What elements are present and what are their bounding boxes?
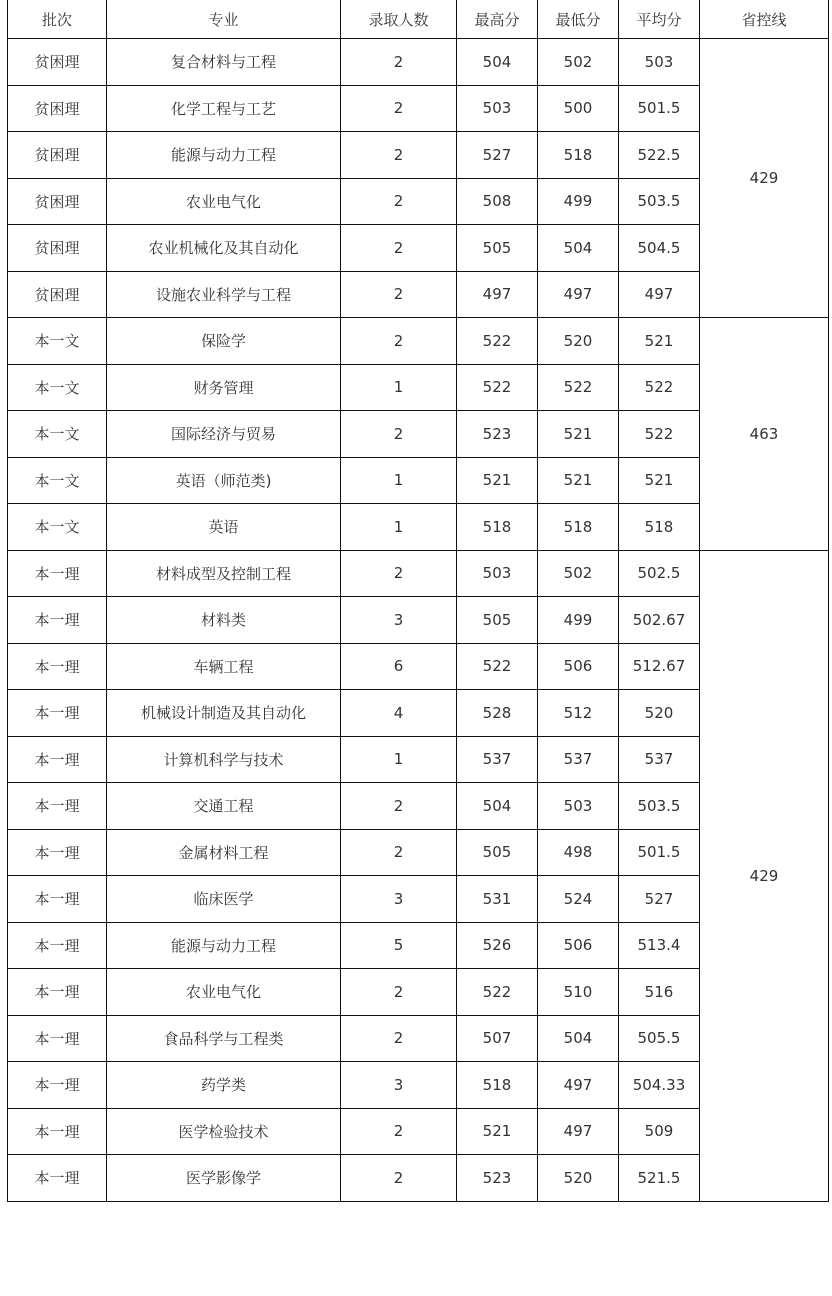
control-line-cell: 429 — [700, 39, 829, 318]
major-cell: 财务管理 — [107, 364, 341, 411]
admitted-count-cell: 1 — [341, 504, 457, 551]
batch-cell: 本一理 — [8, 876, 107, 923]
max-score-cell: 503 — [457, 550, 538, 597]
batch-cell: 贫困理 — [8, 271, 107, 318]
max-score-cell: 518 — [457, 504, 538, 551]
max-score-cell: 504 — [457, 39, 538, 86]
admitted-count-cell: 2 — [341, 550, 457, 597]
max-score-cell: 531 — [457, 876, 538, 923]
avg-score-cell: 537 — [619, 736, 700, 783]
control-line-cell: 463 — [700, 318, 829, 551]
admitted-count-cell: 1 — [341, 457, 457, 504]
min-score-cell: 522 — [538, 364, 619, 411]
min-score-cell: 537 — [538, 736, 619, 783]
max-score-cell: 504 — [457, 783, 538, 830]
avg-score-cell: 501.5 — [619, 829, 700, 876]
major-cell: 英语（师范类) — [107, 457, 341, 504]
table-header — [8, 0, 829, 39]
admitted-count-cell: 2 — [341, 271, 457, 318]
min-score-cell: 502 — [538, 550, 619, 597]
max-score-cell: 528 — [457, 690, 538, 737]
avg-score-cell: 503.5 — [619, 178, 700, 225]
admitted-count-cell: 2 — [341, 225, 457, 272]
max-score-cell: 522 — [457, 364, 538, 411]
avg-score-cell: 503 — [619, 39, 700, 86]
min-score-cell: 518 — [538, 132, 619, 179]
batch-cell: 贫困理 — [8, 132, 107, 179]
batch-cell: 本一文 — [8, 364, 107, 411]
table-row — [8, 318, 829, 365]
avg-score-cell: 509 — [619, 1108, 700, 1155]
admitted-count-cell: 3 — [341, 876, 457, 923]
major-cell: 临床医学 — [107, 876, 341, 923]
batch-cell: 本一理 — [8, 643, 107, 690]
batch-cell: 本一文 — [8, 411, 107, 458]
max-score-cell: 521 — [457, 1108, 538, 1155]
major-cell: 金属材料工程 — [107, 829, 341, 876]
avg-score-cell: 521 — [619, 318, 700, 365]
major-cell: 设施农业科学与工程 — [107, 271, 341, 318]
batch-cell: 贫困理 — [8, 225, 107, 272]
max-score-cell: 507 — [457, 1015, 538, 1062]
major-cell: 机械设计制造及其自动化 — [107, 690, 341, 737]
header-min-score: 最低分 — [538, 0, 619, 39]
major-cell: 国际经济与贸易 — [107, 411, 341, 458]
batch-cell: 贫困理 — [8, 178, 107, 225]
min-score-cell: 503 — [538, 783, 619, 830]
header-control-line: 省控线 — [700, 0, 829, 39]
max-score-cell: 523 — [457, 1155, 538, 1202]
max-score-cell: 523 — [457, 411, 538, 458]
avg-score-cell: 520 — [619, 690, 700, 737]
min-score-cell: 506 — [538, 922, 619, 969]
admission-score-table — [7, 0, 829, 1202]
batch-cell: 本一理 — [8, 550, 107, 597]
table-body — [8, 39, 829, 1202]
avg-score-cell: 522.5 — [619, 132, 700, 179]
avg-score-cell: 504.33 — [619, 1062, 700, 1109]
admitted-count-cell: 2 — [341, 39, 457, 86]
avg-score-cell: 521.5 — [619, 1155, 700, 1202]
avg-score-cell: 501.5 — [619, 85, 700, 132]
header-avg-score: 平均分 — [619, 0, 700, 39]
batch-cell: 本一文 — [8, 504, 107, 551]
batch-cell: 本一理 — [8, 829, 107, 876]
min-score-cell: 520 — [538, 1155, 619, 1202]
min-score-cell: 521 — [538, 457, 619, 504]
avg-score-cell: 502.67 — [619, 597, 700, 644]
avg-score-cell: 503.5 — [619, 783, 700, 830]
batch-cell: 本一理 — [8, 1155, 107, 1202]
major-cell: 复合材料与工程 — [107, 39, 341, 86]
major-cell: 化学工程与工艺 — [107, 85, 341, 132]
admitted-count-cell: 2 — [341, 318, 457, 365]
major-cell: 保险学 — [107, 318, 341, 365]
min-score-cell: 499 — [538, 178, 619, 225]
min-score-cell: 512 — [538, 690, 619, 737]
avg-score-cell: 521 — [619, 457, 700, 504]
batch-cell: 贫困理 — [8, 39, 107, 86]
batch-cell: 贫困理 — [8, 85, 107, 132]
admitted-count-cell: 5 — [341, 922, 457, 969]
batch-cell: 本一文 — [8, 457, 107, 504]
max-score-cell: 505 — [457, 225, 538, 272]
batch-cell: 本一理 — [8, 1015, 107, 1062]
admitted-count-cell: 2 — [341, 132, 457, 179]
min-score-cell: 502 — [538, 39, 619, 86]
min-score-cell: 521 — [538, 411, 619, 458]
admitted-count-cell: 3 — [341, 597, 457, 644]
min-score-cell: 520 — [538, 318, 619, 365]
admitted-count-cell: 2 — [341, 829, 457, 876]
batch-cell: 本一理 — [8, 969, 107, 1016]
major-cell: 能源与动力工程 — [107, 132, 341, 179]
admitted-count-cell: 1 — [341, 736, 457, 783]
major-cell: 食品科学与工程类 — [107, 1015, 341, 1062]
batch-cell: 本一理 — [8, 1062, 107, 1109]
admitted-count-cell: 2 — [341, 85, 457, 132]
max-score-cell: 522 — [457, 643, 538, 690]
max-score-cell: 497 — [457, 271, 538, 318]
avg-score-cell: 516 — [619, 969, 700, 1016]
max-score-cell: 522 — [457, 969, 538, 1016]
major-cell: 医学影像学 — [107, 1155, 341, 1202]
major-cell: 药学类 — [107, 1062, 341, 1109]
major-cell: 交通工程 — [107, 783, 341, 830]
major-cell: 计算机科学与技术 — [107, 736, 341, 783]
major-cell: 材料成型及控制工程 — [107, 550, 341, 597]
header-batch: 批次 — [8, 0, 107, 39]
major-cell: 材料类 — [107, 597, 341, 644]
avg-score-cell: 527 — [619, 876, 700, 923]
min-score-cell: 500 — [538, 85, 619, 132]
avg-score-cell: 504.5 — [619, 225, 700, 272]
header-max-score: 最高分 — [457, 0, 538, 39]
batch-cell: 本一理 — [8, 922, 107, 969]
max-score-cell: 508 — [457, 178, 538, 225]
admitted-count-cell: 2 — [341, 783, 457, 830]
major-cell: 能源与动力工程 — [107, 922, 341, 969]
min-score-cell: 497 — [538, 1062, 619, 1109]
admitted-count-cell: 2 — [341, 969, 457, 1016]
admitted-count-cell: 2 — [341, 1015, 457, 1062]
avg-score-cell: 505.5 — [619, 1015, 700, 1062]
max-score-cell: 526 — [457, 922, 538, 969]
major-cell: 农业机械化及其自动化 — [107, 225, 341, 272]
min-score-cell: 504 — [538, 1015, 619, 1062]
major-cell: 英语 — [107, 504, 341, 551]
max-score-cell: 527 — [457, 132, 538, 179]
major-cell: 医学检验技术 — [107, 1108, 341, 1155]
min-score-cell: 506 — [538, 643, 619, 690]
min-score-cell: 497 — [538, 271, 619, 318]
major-cell: 车辆工程 — [107, 643, 341, 690]
min-score-cell: 504 — [538, 225, 619, 272]
max-score-cell: 503 — [457, 85, 538, 132]
table-row — [8, 550, 829, 597]
avg-score-cell: 522 — [619, 411, 700, 458]
avg-score-cell: 522 — [619, 364, 700, 411]
batch-cell: 本一理 — [8, 690, 107, 737]
admitted-count-cell: 2 — [341, 1108, 457, 1155]
major-cell: 农业电气化 — [107, 969, 341, 1016]
batch-cell: 本一理 — [8, 783, 107, 830]
batch-cell: 本一理 — [8, 597, 107, 644]
header-row — [8, 0, 829, 39]
min-score-cell: 497 — [538, 1108, 619, 1155]
max-score-cell: 537 — [457, 736, 538, 783]
avg-score-cell: 497 — [619, 271, 700, 318]
min-score-cell: 524 — [538, 876, 619, 923]
admitted-count-cell: 1 — [341, 364, 457, 411]
table-row — [8, 39, 829, 86]
max-score-cell: 505 — [457, 829, 538, 876]
major-cell: 农业电气化 — [107, 178, 341, 225]
batch-cell: 本一理 — [8, 1108, 107, 1155]
header-admitted-count: 录取人数 — [341, 0, 457, 39]
avg-score-cell: 512.67 — [619, 643, 700, 690]
admitted-count-cell: 3 — [341, 1062, 457, 1109]
control-line-cell: 429 — [700, 550, 829, 1201]
avg-score-cell: 513.4 — [619, 922, 700, 969]
min-score-cell: 510 — [538, 969, 619, 1016]
batch-cell: 本一理 — [8, 736, 107, 783]
min-score-cell: 498 — [538, 829, 619, 876]
batch-cell: 本一文 — [8, 318, 107, 365]
max-score-cell: 521 — [457, 457, 538, 504]
avg-score-cell: 518 — [619, 504, 700, 551]
admitted-count-cell: 2 — [341, 178, 457, 225]
max-score-cell: 518 — [457, 1062, 538, 1109]
avg-score-cell: 502.5 — [619, 550, 700, 597]
admitted-count-cell: 6 — [341, 643, 457, 690]
header-major: 专业 — [107, 0, 341, 39]
admitted-count-cell: 4 — [341, 690, 457, 737]
min-score-cell: 518 — [538, 504, 619, 551]
max-score-cell: 505 — [457, 597, 538, 644]
admitted-count-cell: 2 — [341, 1155, 457, 1202]
min-score-cell: 499 — [538, 597, 619, 644]
admitted-count-cell: 2 — [341, 411, 457, 458]
max-score-cell: 522 — [457, 318, 538, 365]
